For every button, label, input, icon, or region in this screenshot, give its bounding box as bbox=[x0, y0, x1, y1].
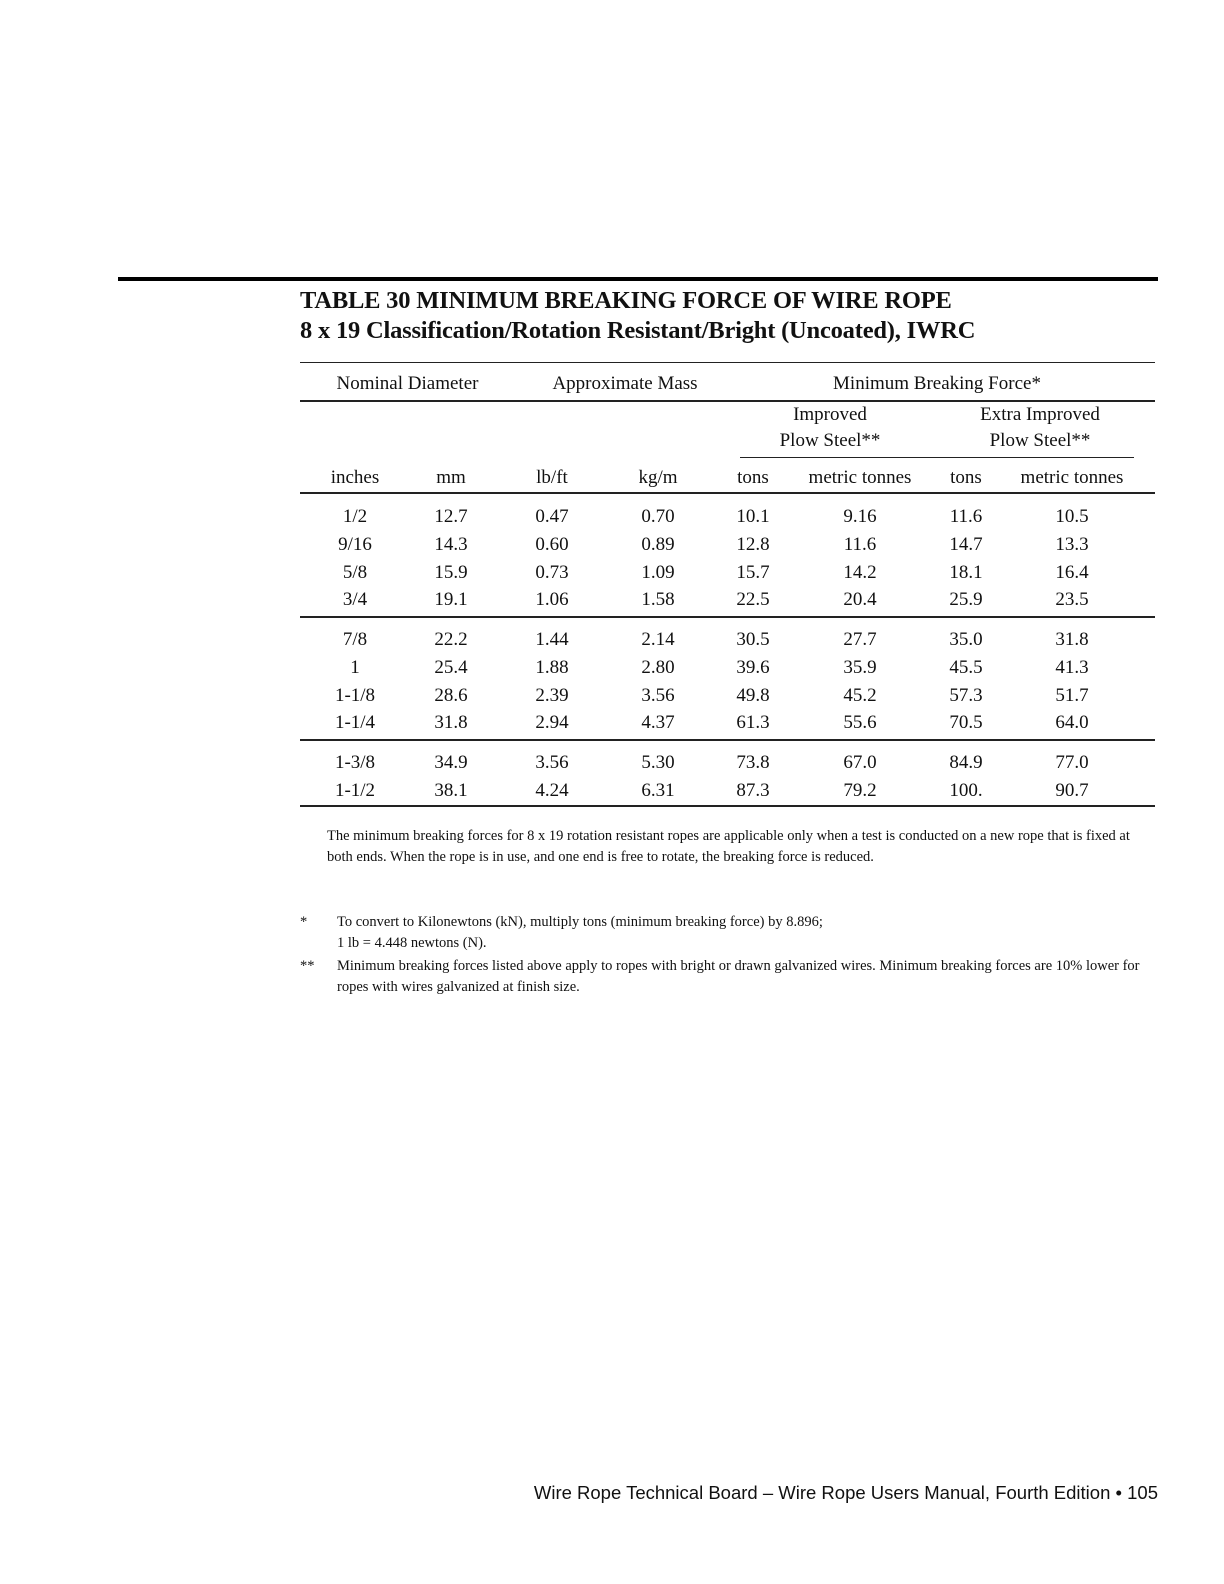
table-cell-tons-extra-improved: 45.5 bbox=[949, 657, 983, 678]
table-cell-inches: 1-1/2 bbox=[334, 780, 376, 801]
group-header-rule bbox=[300, 400, 1155, 402]
table-cell-lb-ft: 2.39 bbox=[535, 685, 569, 706]
footnote-1-mark: * bbox=[300, 914, 308, 930]
table-cell-metric-tonnes-extra-improved: 77.0 bbox=[1055, 752, 1089, 773]
table-cell-inches: 1-3/8 bbox=[334, 752, 376, 773]
footnote-1-line-2: 1 lb = 4.448 newtons (N). bbox=[337, 935, 487, 951]
table-cell-metric-tonnes-improved: 79.2 bbox=[843, 780, 877, 801]
table-cell-metric-tonnes-improved: 9.16 bbox=[843, 506, 877, 527]
table-cell-metric-tonnes-improved: 11.6 bbox=[843, 534, 877, 555]
table-cell-tons-extra-improved: 14.7 bbox=[949, 534, 983, 555]
table-cell-kg-m: 1.09 bbox=[641, 562, 675, 583]
table-cell-tons-extra-improved: 11.6 bbox=[949, 506, 983, 527]
table-cell-tons-extra-improved: 70.5 bbox=[949, 712, 983, 733]
table-cell-inches: 5/8 bbox=[342, 562, 368, 583]
table-cell-kg-m: 3.56 bbox=[641, 685, 675, 706]
col-header-metric-tonnes-extra-improved: metric tonnes bbox=[1020, 467, 1124, 488]
top-rule bbox=[118, 277, 1158, 281]
table-cell-metric-tonnes-improved: 35.9 bbox=[843, 657, 877, 678]
table-cell-mm: 19.1 bbox=[434, 589, 468, 610]
header-nominal-diameter: Nominal Diameter bbox=[336, 373, 479, 394]
table-cell-kg-m: 0.89 bbox=[641, 534, 675, 555]
footnote-1-line-1: To convert to Kilonewtons (kN), multiply tons (minimum breaking force) by 8.896; bbox=[337, 914, 823, 930]
col-header-kg-m: kg/m bbox=[638, 467, 678, 488]
table-cell-lb-ft: 0.60 bbox=[535, 534, 569, 555]
table-cell-mm: 38.1 bbox=[434, 780, 468, 801]
col-header-inches: inches bbox=[330, 467, 380, 488]
table-cell-inches: 9/16 bbox=[338, 534, 372, 555]
header-minimum-breaking-force: Minimum Breaking Force* bbox=[833, 373, 1041, 394]
table-cell-metric-tonnes-improved: 20.4 bbox=[843, 589, 877, 610]
page-footer: Wire Rope Technical Board – Wire Rope Users Manual, Fourth Edition • 105 bbox=[533, 1482, 1158, 1503]
table-cell-metric-tonnes-extra-improved: 23.5 bbox=[1055, 589, 1089, 610]
table-cell-lb-ft: 0.73 bbox=[535, 562, 569, 583]
table-cell-tons-improved: 87.3 bbox=[736, 780, 770, 801]
table-cell-tons-improved: 73.8 bbox=[736, 752, 770, 773]
footnote-2-text: Minimum breaking forces listed above apply to ropes with bright or drawn galvanized wires. Minimum breaking forces are 10% lower for ropes with wires galvanized at finish size. bbox=[337, 958, 1140, 995]
table-cell-mm: 15.9 bbox=[434, 562, 468, 583]
table-cell-tons-improved: 61.3 bbox=[736, 712, 770, 733]
table-cell-metric-tonnes-improved: 14.2 bbox=[843, 562, 877, 583]
table-cell-tons-extra-improved: 84.9 bbox=[949, 752, 983, 773]
table-cell-mm: 34.9 bbox=[434, 752, 468, 773]
group-divider-2 bbox=[300, 739, 1155, 741]
table-cell-metric-tonnes-improved: 45.2 bbox=[843, 685, 877, 706]
table-cell-mm: 22.2 bbox=[434, 629, 468, 650]
steel-grade-rule bbox=[740, 457, 1134, 458]
table-cell-lb-ft: 1.88 bbox=[535, 657, 569, 678]
table-cell-lb-ft: 0.47 bbox=[535, 506, 569, 527]
table-cell-mm: 25.4 bbox=[434, 657, 468, 678]
col-header-tons-improved: tons bbox=[737, 467, 769, 488]
table-cell-tons-improved: 49.8 bbox=[736, 685, 770, 706]
table-cell-metric-tonnes-improved: 27.7 bbox=[843, 629, 877, 650]
table-cell-mm: 28.6 bbox=[434, 685, 468, 706]
table-cell-metric-tonnes-extra-improved: 64.0 bbox=[1055, 712, 1089, 733]
table-cell-tons-improved: 39.6 bbox=[736, 657, 770, 678]
table-cell-mm: 31.8 bbox=[434, 712, 468, 733]
table-cell-kg-m: 2.80 bbox=[641, 657, 675, 678]
table-cell-tons-extra-improved: 57.3 bbox=[949, 685, 983, 706]
table-cell-tons-extra-improved: 18.1 bbox=[949, 562, 983, 583]
table-cell-lb-ft: 1.44 bbox=[535, 629, 569, 650]
title-line-2: 8 x 19 Classification/Rotation Resistant/Bright (Uncoated), IWRC bbox=[300, 317, 976, 344]
table-cell-kg-m: 0.70 bbox=[641, 506, 675, 527]
table-cell-tons-extra-improved: 25.9 bbox=[949, 589, 983, 610]
table-cell-kg-m: 6.31 bbox=[641, 780, 675, 801]
title-line-1: TABLE 30 MINIMUM BREAKING FORCE OF WIRE ROPE bbox=[300, 287, 952, 314]
col-header-metric-tonnes-improved: metric tonnes bbox=[808, 467, 912, 488]
table-cell-inches: 1-1/8 bbox=[334, 685, 376, 706]
col-header-mm: mm bbox=[436, 467, 466, 488]
table-cell-metric-tonnes-extra-improved: 13.3 bbox=[1055, 534, 1089, 555]
table-cell-mm: 12.7 bbox=[434, 506, 468, 527]
footnote-2-mark: ** bbox=[300, 958, 315, 974]
table-cell-metric-tonnes-extra-improved: 31.8 bbox=[1055, 629, 1089, 650]
table-cell-metric-tonnes-extra-improved: 41.3 bbox=[1055, 657, 1089, 678]
header-approximate-mass: Approximate Mass bbox=[552, 373, 698, 394]
column-header-rule bbox=[300, 492, 1155, 494]
table-cell-tons-extra-improved: 35.0 bbox=[949, 629, 983, 650]
table-cell-tons-extra-improved: 100. bbox=[949, 780, 983, 801]
table-cell-metric-tonnes-extra-improved: 51.7 bbox=[1055, 685, 1089, 706]
header-improved-plow-steel: Improved bbox=[793, 404, 867, 425]
table-cell-kg-m: 4.37 bbox=[641, 712, 675, 733]
col-header-lb-ft: lb/ft bbox=[536, 467, 568, 488]
table-cell-lb-ft: 1.06 bbox=[535, 589, 569, 610]
col-header-tons-extra-improved: tons bbox=[950, 467, 982, 488]
note-paragraph: The minimum breaking forces for 8 x 19 rotation resistant ropes are applicable only when a test is conducted on a new rope that is fixed at both ends. When the rope is in use, and one end is free to rotate, the breaking force is reduced. bbox=[327, 828, 1130, 865]
table-cell-kg-m: 1.58 bbox=[641, 589, 675, 610]
table-cell-lb-ft: 3.56 bbox=[535, 752, 569, 773]
header-extra-improved-plow-steel-2: Plow Steel** bbox=[989, 430, 1091, 451]
table-cell-metric-tonnes-improved: 55.6 bbox=[843, 712, 877, 733]
table-title bbox=[300, 286, 1160, 346]
table-cell-metric-tonnes-improved: 67.0 bbox=[843, 752, 877, 773]
table-bottom-rule bbox=[300, 805, 1155, 807]
table-cell-kg-m: 5.30 bbox=[641, 752, 675, 773]
header-improved-plow-steel-2: Plow Steel** bbox=[779, 430, 881, 451]
table-cell-tons-improved: 30.5 bbox=[736, 629, 770, 650]
table-cell-metric-tonnes-extra-improved: 10.5 bbox=[1055, 506, 1089, 527]
table-top-rule bbox=[300, 362, 1155, 363]
header-extra-improved-plow-steel: Extra Improved bbox=[980, 404, 1100, 425]
table-cell-mm: 14.3 bbox=[434, 534, 468, 555]
table-cell-kg-m: 2.14 bbox=[641, 629, 675, 650]
table-cell-inches: 1/2 bbox=[342, 506, 368, 527]
group-divider-1 bbox=[300, 616, 1155, 618]
table-cell-tons-improved: 12.8 bbox=[736, 534, 770, 555]
table-cell-inches: 1-1/4 bbox=[334, 712, 376, 733]
table-cell-inches: 1 bbox=[350, 657, 360, 678]
table-cell-tons-improved: 15.7 bbox=[736, 562, 770, 583]
table-cell-lb-ft: 2.94 bbox=[535, 712, 569, 733]
table-cell-inches: 7/8 bbox=[342, 629, 368, 650]
table-cell-tons-improved: 10.1 bbox=[736, 506, 770, 527]
table-cell-tons-improved: 22.5 bbox=[736, 589, 770, 610]
table-cell-metric-tonnes-extra-improved: 90.7 bbox=[1055, 780, 1089, 801]
table-cell-inches: 3/4 bbox=[342, 589, 368, 610]
table-cell-lb-ft: 4.24 bbox=[535, 780, 569, 801]
table-cell-metric-tonnes-extra-improved: 16.4 bbox=[1055, 562, 1089, 583]
